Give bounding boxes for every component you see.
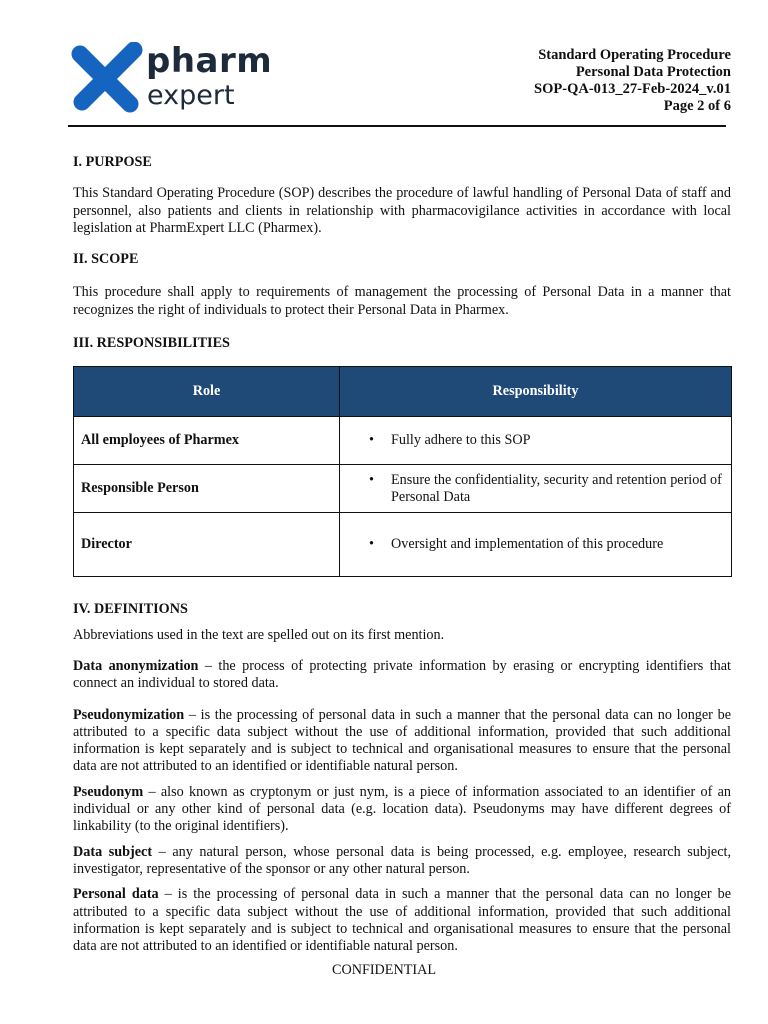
role-cell: Responsible Person [74, 465, 340, 513]
responsibilities-heading: III. RESPONSIBILITIES [73, 335, 230, 352]
definition-term: Data anonymization [73, 657, 199, 674]
definition-item [73, 784, 731, 836]
definitions-intro: Abbreviations used in the text are spelled out on its first mention. [73, 626, 445, 643]
header-doc-type: Standard Operating Procedure [538, 47, 731, 63]
bullet-icon: • [369, 536, 374, 553]
responsibilities-table [73, 366, 732, 577]
definition-term: Personal data [73, 886, 159, 903]
page-content [73, 154, 731, 955]
definitions-heading: IV. DEFINITIONS [73, 601, 188, 618]
header-page-number: Page 2 of 6 [663, 98, 731, 114]
header-doc-title: Personal Data Protection [575, 64, 731, 80]
definition-item [73, 886, 731, 955]
definition-term: Data subject [73, 843, 153, 860]
role-cell: All employees of Pharmex [74, 417, 340, 465]
definition-term: Pseudonymization [73, 706, 185, 723]
responsibility-text: Ensure the confidentiality, security and retention period of Personal Data [391, 471, 722, 505]
confidential-footer: CONFIDENTIAL [331, 962, 437, 978]
logo-word-pharm: pharm [146, 41, 273, 81]
document-header [534, 47, 731, 115]
definition-text: – the process of protecting private information by erasing or encrypting identifiers that connect an individual to stored data. [73, 657, 732, 692]
role-cell: Director [74, 513, 340, 577]
table-row [74, 513, 732, 577]
bullet-icon: • [369, 471, 374, 488]
definition-item [73, 707, 731, 776]
definition-item [73, 844, 731, 879]
table-header-row [74, 367, 732, 417]
definition-text: – is the processing of personal data in such a manner that the personal data can no longer be attributed to a specific data subject without the use of additional information, provided that such additional information is kept separately and is subject to technical and organisational measures to ensure that the personal data are not attributed to an identified or identifiable natural person. [73, 706, 731, 775]
definition-text: – any natural person, whose personal data is being processed, e.g. employee, research subject, investigator, representative of the sponsor or any other natural person. [73, 843, 731, 877]
responsibility-cell [340, 513, 732, 577]
definition-text: – also known as cryptonym or just nym, is a piece of information associated to an identifier of an individual or any other kind of personal data (e.g. location data). Pseudonyms may have different degrees of linkability (to the original identifiers). [73, 783, 731, 835]
definition-item [73, 658, 731, 693]
x-mark-icon [70, 42, 146, 114]
scope-heading: II. SCOPE [73, 251, 139, 268]
scope-text: This procedure shall apply to requirements of management the processing of Personal Data in a manner that recognizes the right of individuals to protect their Personal Data in Pharmex. [73, 284, 731, 318]
table-row [74, 417, 732, 465]
column-header-responsibility: Responsibility [340, 367, 732, 417]
definition-text: – is the processing of personal data in such a manner that the personal data can no longer be attributed to a specific data subject without the use of additional information, provided that such additional information is kept separately and is subject to technical and organisational measures to ensure that the personal data are not attributed to an identified or identifiable natural person. [73, 886, 731, 955]
logo-word-expert: expert [147, 80, 235, 111]
responsibility-cell [340, 417, 732, 465]
definition-term: Pseudonym [73, 783, 144, 800]
responsibility-cell [340, 465, 732, 513]
purpose-text: This Standard Operating Procedure (SOP) describes the procedure of lawful handling of Personal Data of staff and personnel, also patients and clients in relationship with pharmacovigilance activities in accordance with local legislation at PharmExpert LLC (Pharmex). [73, 185, 731, 236]
header-doc-code: SOP-QA-013_27-Feb-2024_v.01 [534, 81, 731, 97]
table-row [74, 465, 732, 513]
header-divider [68, 125, 726, 127]
purpose-heading: I. PURPOSE [73, 154, 152, 170]
column-header-role: Role [74, 367, 340, 417]
bullet-icon: • [369, 432, 374, 449]
responsibility-text: Oversight and implementation of this procedure [391, 536, 664, 553]
company-logo [70, 40, 273, 115]
responsibility-text: Fully adhere to this SOP [391, 432, 531, 449]
